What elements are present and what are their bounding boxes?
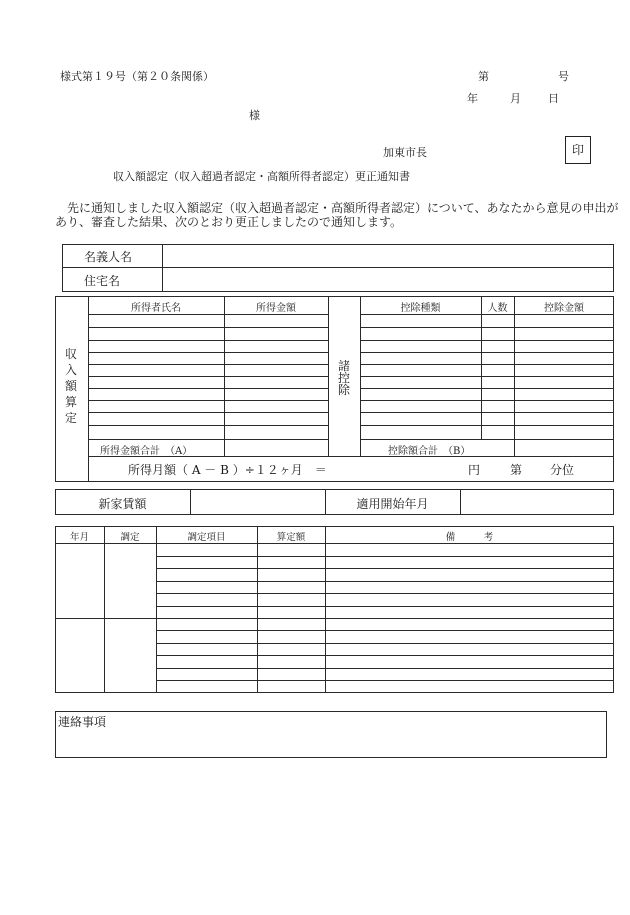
col-year-month: 年月 bbox=[69, 532, 89, 543]
date-day: 日 bbox=[548, 92, 559, 105]
col-income-amount: 所得金額 bbox=[256, 303, 296, 314]
col-earner-name: 所得者氏名 bbox=[131, 303, 181, 314]
holder-name-label: 名義人名 bbox=[84, 250, 133, 264]
contact-label: 連絡事項 bbox=[58, 715, 107, 729]
residence-name-label: 住宅名 bbox=[84, 274, 121, 288]
date-month: 月 bbox=[510, 92, 521, 105]
income-total-label: 所得金額合計 （A） bbox=[100, 446, 193, 457]
doc-number-suffix: 号 bbox=[558, 70, 569, 83]
date-year: 年 bbox=[467, 92, 478, 105]
income-calc-side-label: 収 入 額 算 定 bbox=[64, 347, 77, 425]
col-remarks: 備 考 bbox=[445, 532, 494, 543]
new-rent-label: 新家賃額 bbox=[98, 497, 147, 511]
deduction-total-label: 控除額合計 （B） bbox=[388, 446, 471, 457]
residence-name-field[interactable] bbox=[164, 269, 612, 290]
issuer: 加東市長 bbox=[383, 146, 427, 159]
col-calculated-amount: 算定額 bbox=[276, 532, 306, 543]
form-number: 様式第１９号（第２０条関係） bbox=[60, 70, 214, 83]
col-deduction-amount: 控除金額 bbox=[544, 303, 584, 314]
yen-unit: 円 bbox=[468, 463, 481, 477]
col-deduction-type: 控除種類 bbox=[400, 303, 441, 314]
start-month-label: 適用開始年月 bbox=[356, 497, 429, 511]
document-title: 収入額認定（収入超過者認定・高額所得者認定）更正通知書 bbox=[113, 170, 410, 183]
col-adjustment: 調定 bbox=[120, 532, 140, 543]
body-text: 先に通知しました収入額認定（収入超過者認定・高額所得者認定）について、あなたから意見の申出があり、審査した結果、次のとおり更正しましたので通知します。 bbox=[55, 201, 619, 229]
start-month-field[interactable] bbox=[461, 490, 613, 514]
rank-prefix: 第 bbox=[510, 463, 523, 477]
new-rent-field[interactable] bbox=[191, 490, 324, 514]
monthly-income-formula: 所得月額（ A － B ）÷１２ヶ月 ＝ bbox=[128, 463, 327, 477]
doc-number-prefix: 第 bbox=[478, 70, 489, 83]
holder-name-field[interactable] bbox=[164, 245, 612, 266]
addressee-suffix: 様 bbox=[249, 109, 260, 122]
col-people-count: 人数 bbox=[487, 303, 508, 314]
col-adjustment-item: 調定項目 bbox=[187, 532, 226, 543]
rank-suffix: 分位 bbox=[550, 463, 575, 477]
contact-box[interactable] bbox=[55, 711, 607, 758]
seal-stamp: 印 bbox=[565, 136, 591, 164]
deductions-side-label: 諸 控 除 bbox=[337, 359, 350, 397]
